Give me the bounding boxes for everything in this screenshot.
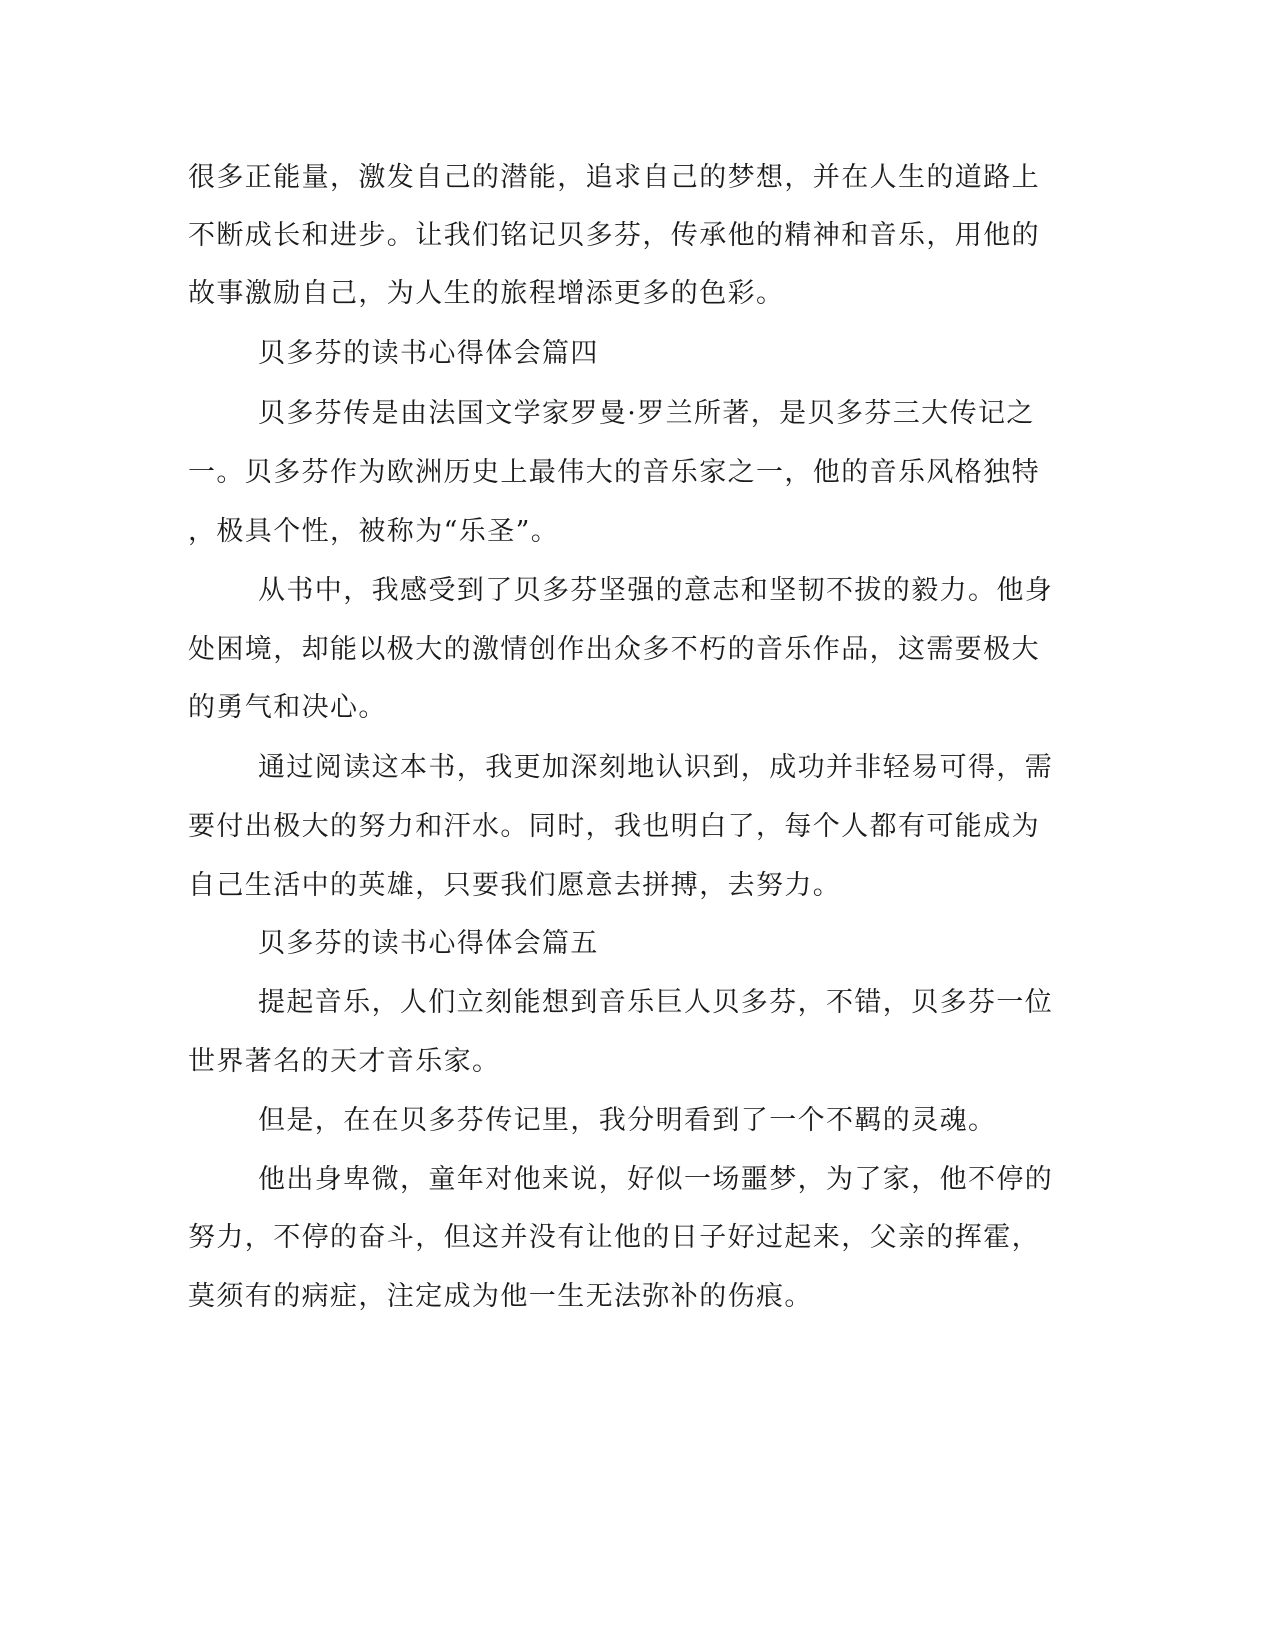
text-line: 努力，不停的奋斗，但这并没有让他的日子好过起来，父亲的挥霍，: [188, 1222, 1040, 1253]
text-line: 提起音乐，人们立刻能想到音乐巨人贝多芬，不错，贝多芬一位: [258, 987, 1054, 1018]
text-line: 处困境，却能以极大的激情创作出众多不朽的音乐作品，这需要极大: [188, 634, 1040, 665]
text-line: 他出身卑微，童年对他来说，好似一场噩梦，为了家，他不停的: [258, 1164, 1054, 1195]
text-line: ，极具个性，被称为“乐圣”。: [188, 516, 560, 547]
text-line: 不断成长和进步。让我们铭记贝多芬，传承他的精神和音乐，用他的: [188, 220, 1040, 251]
text-line: 要付出极大的努力和汗水。同时，我也明白了，每个人都有可能成为: [188, 811, 1040, 842]
section-heading-5: 贝多芬的读书心得体会篇五: [258, 928, 599, 959]
text-line: 的勇气和决心。: [188, 692, 387, 723]
text-line: 但是，在在贝多芬传记里，我分明看到了一个不羁的灵魂。: [258, 1105, 997, 1136]
text-line: 自己生活中的英雄，只要我们愿意去拼搏，去努力。: [188, 870, 842, 901]
text-line: 故事激励自己，为人生的旅程增添更多的色彩。: [188, 278, 785, 309]
text-line: 从书中，我感受到了贝多芬坚强的意志和坚韧不拔的毅力。他身: [258, 575, 1054, 606]
text-line: 莫须有的病症，注定成为他一生无法弥补的伤痕。: [188, 1281, 813, 1312]
text-line: 一。贝多芬作为欧洲历史上最伟大的音乐家之一，他的音乐风格独特: [188, 457, 1040, 488]
text-line: 通过阅读这本书，我更加深刻地认识到，成功并非轻易可得，需: [258, 752, 1054, 783]
text-line: 世界著名的天才音乐家。: [188, 1046, 501, 1077]
text-line: 贝多芬传是由法国文学家罗曼·罗兰所著，是贝多芬三大传记之: [258, 398, 1035, 429]
section-heading-4: 贝多芬的读书心得体会篇四: [258, 338, 599, 369]
text-line: 很多正能量，激发自己的潜能，追求自己的梦想，并在人生的道路上: [188, 162, 1040, 193]
